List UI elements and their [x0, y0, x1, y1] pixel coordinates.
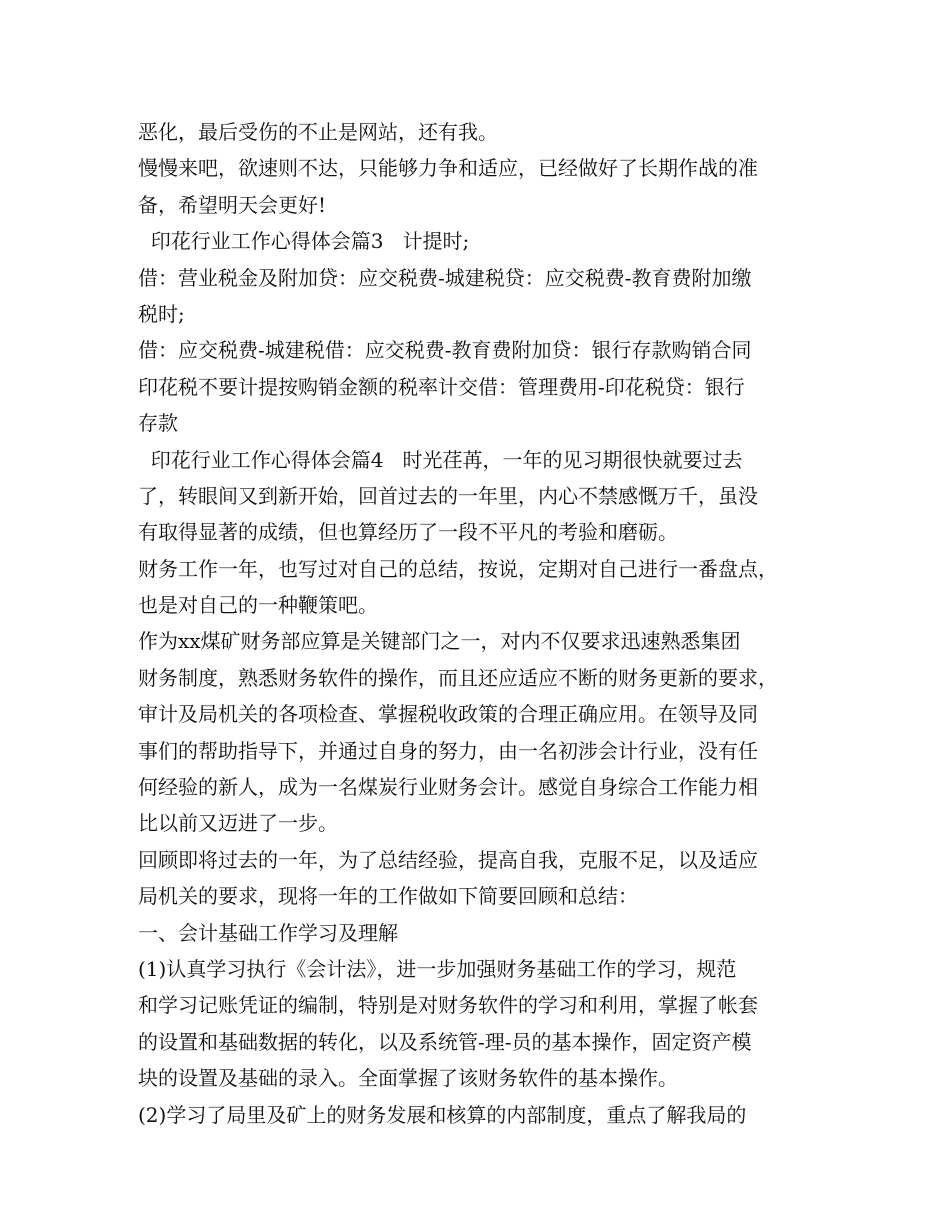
text-line: 的设置和基础数据的转化，以及系统管-理-员的基本操作，固定资产模	[138, 1029, 752, 1054]
text-line: 慢慢来吧，欲速则不达，只能够力争和适应，已经做好了长期作战的准	[138, 156, 758, 181]
text-line: 块的设置及基础的录入。全面掌握了该财务软件的基本操作。	[138, 1066, 678, 1091]
text-line: 印花税不要计提按购销金额的税率计交借：管理费用-印花税贷：银行	[138, 374, 745, 399]
section-heading-line: 印花行业工作心得体会篇4 时光荏苒，一年的见习期很快就要过去	[138, 447, 743, 472]
subheading-line: 一、会计基础工作学习及理解	[138, 920, 398, 945]
text-line: 审计及局机关的各项检查、掌握税收政策的合理正确应用。在领导及同	[138, 702, 758, 727]
text-line: 存款	[138, 411, 178, 436]
text-line: 回顾即将过去的一年，为了总结经验，提高自我，克服不足，以及适应	[138, 847, 758, 872]
text-line: 税时;	[138, 301, 185, 326]
text-line: 备，希望明天会更好!	[138, 192, 327, 217]
section-heading-line: 印花行业工作心得体会篇3 计提时;	[138, 229, 470, 254]
document-body	[138, 114, 828, 1133]
text-line: 借：营业税金及附加贷：应交税费-城建税贷：应交税费-教育费附加缴	[138, 265, 752, 290]
text-line: 局机关的要求，现将一年的工作做如下简要回顾和总结：	[138, 884, 638, 909]
text-line: (2)学习了局里及矿上的财务发展和核算的内部制度，重点了解我局的	[138, 1102, 747, 1127]
text-line: 了，转眼间又到新开始，回首过去的一年里，内心不禁感慨万千，虽没	[138, 483, 758, 508]
text-line: 作为xx煤矿财务部应算是关键部门之一，对内不仅要求迅速熟悉集团	[138, 629, 741, 654]
text-line: (1)认真学习执行《会计法》，进一步加强财务基础工作的学习，规范	[138, 956, 737, 981]
text-line: 何经验的新人，成为一名煤炭行业财务会计。感觉自身综合工作能力相	[138, 775, 758, 800]
text-line: 比以前又迈进了一步。	[138, 811, 338, 836]
text-line: 财务制度，熟悉财务软件的操作，而且还应适应不断的财务更新的要求，	[138, 665, 778, 690]
text-line: 事们的帮助指导下，并通过自身的努力，由一名初涉会计行业，没有任	[138, 738, 758, 763]
text-line: 和学习记账凭证的编制，特别是对财务软件的学习和利用，掌握了帐套	[138, 993, 758, 1018]
text-line: 恶化，最后受伤的不止是网站，还有我。	[138, 120, 498, 144]
text-line: 借：应交税费-城建税借：应交税费-教育费附加贷：银行存款购销合同	[138, 338, 752, 363]
text-line: 也是对自己的一种鞭策吧。	[138, 593, 378, 618]
text-line: 财务工作一年，也写过对自己的总结，按说，定期对自己进行一番盘点，	[138, 556, 778, 581]
text-line: 有取得显著的成绩，但也算经历了一段不平凡的考验和磨砺。	[138, 520, 678, 545]
